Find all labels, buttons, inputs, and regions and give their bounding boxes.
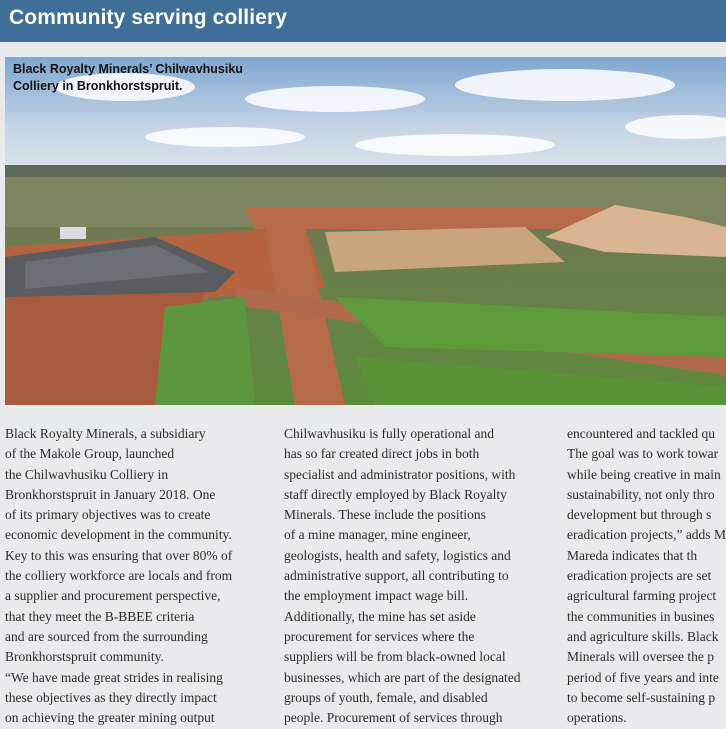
text-line: eradication projects are set	[567, 568, 712, 584]
text-line: businesses, which are part of the designated	[284, 669, 521, 685]
photo-caption	[13, 61, 243, 95]
text-line: on achieving the greater mining output	[5, 710, 215, 726]
text-line: has so far created direct jobs in both	[284, 446, 480, 462]
text-line: Mareda indicates that th	[567, 547, 698, 563]
text-line: Black Royalty Minerals, a subsidiary	[5, 426, 206, 441]
text-line: procurement for services where the	[284, 628, 475, 644]
text-line: of a mine manager, mine engineer,	[284, 527, 471, 543]
section-header-bar	[0, 0, 726, 42]
text-line: to become self-sustaining p	[567, 689, 716, 705]
text-line: staff directly employed by Black Royalty	[284, 486, 507, 502]
text-line: encountered and tackled qu	[567, 426, 716, 441]
text-line: of the Makole Group, launched	[5, 446, 175, 462]
text-line: Minerals will oversee the p	[567, 649, 714, 665]
text-line: “We have made great strides in realising	[5, 669, 223, 685]
text-line: that they meet the B-BBEE criteria	[5, 608, 195, 624]
text-line: Minerals. These include the positions	[284, 507, 486, 523]
text-line: eradication projects,” adds M	[567, 527, 726, 543]
text-line: sustainability, not only thro	[567, 486, 715, 502]
text-line: operations.	[567, 710, 627, 726]
text-line: and are sourced from the surrounding	[5, 628, 208, 644]
text-line: Additionally, the mine has set aside	[284, 608, 476, 624]
text-line: The goal was to work towar	[567, 446, 719, 462]
caption-line: Colliery in Bronkhorstspruit.	[13, 79, 183, 93]
text-line: economic development in the community.	[5, 527, 232, 543]
text-line: these objectives as they directly impact	[5, 689, 217, 705]
text-line: Key to this was ensuring that over 80% of	[5, 547, 233, 563]
text-line: specialist and administrator positions, with	[284, 466, 516, 482]
text-line: Bronkhorstspruit community.	[5, 649, 164, 665]
text-line: the employment impact wage bill.	[284, 588, 469, 604]
text-line: suppliers will be from black-owned local	[284, 649, 506, 665]
text-line: and agriculture skills. Black	[567, 628, 719, 644]
article-column-2	[284, 424, 521, 728]
text-line: the Chilwavhusiku Colliery in	[5, 466, 169, 482]
colliery-aerial-photo	[5, 57, 726, 405]
colliery-landscape-image	[5, 57, 726, 405]
text-line: development but through s	[567, 507, 712, 523]
text-line: the colliery workforce are locals and from	[5, 568, 233, 584]
text-line: Bronkhorstspruit in January 2018. One	[5, 486, 216, 502]
text-line: agricultural farming project	[567, 588, 717, 604]
text-line: Chilwavhusiku is fully operational and	[284, 426, 494, 441]
text-line: administrative support, all contributing to	[284, 568, 509, 584]
text-line: groups of youth, female, and disabled	[284, 689, 488, 705]
section-title: Community serving colliery	[9, 6, 288, 29]
text-line: a supplier and procurement perspective,	[5, 588, 221, 604]
article-column-3	[567, 424, 726, 728]
text-line: people. Procurement of services through	[284, 710, 503, 726]
text-line: geologists, health and safety, logistics and	[284, 547, 511, 563]
text-line: the communities in busines	[567, 608, 715, 624]
text-line: period of five years and inte	[567, 669, 719, 685]
text-line: of its primary objectives was to create	[5, 507, 211, 523]
text-line: while being creative in main	[567, 466, 721, 482]
caption-line: Black Royalty Minerals’ Chilwavhusiku	[13, 62, 243, 76]
article-column-1	[5, 424, 232, 728]
